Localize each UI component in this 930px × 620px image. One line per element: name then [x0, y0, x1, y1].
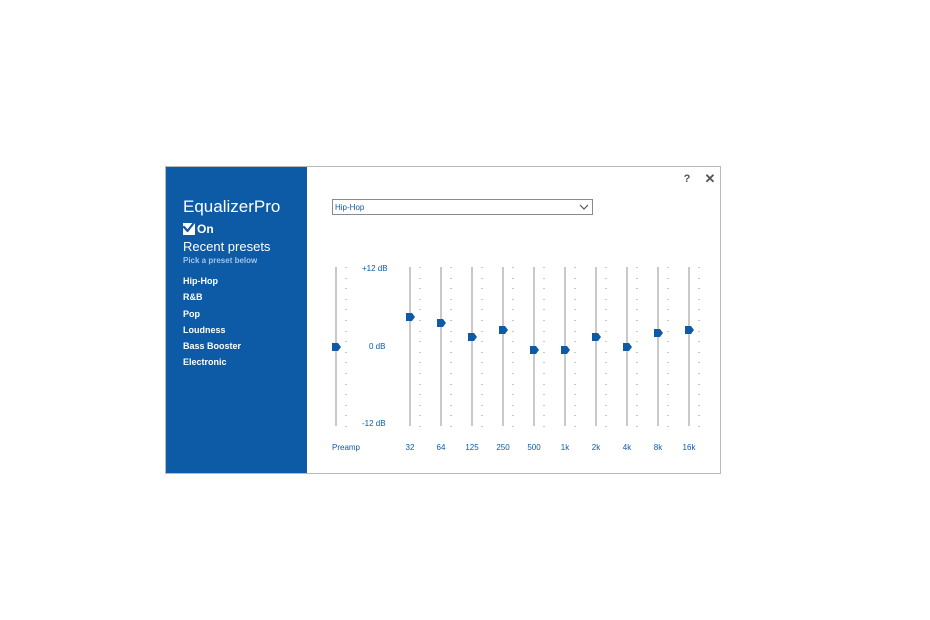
tick-mark [481, 352, 483, 353]
tick-mark [574, 352, 576, 353]
tick-mark [481, 320, 483, 321]
preset-item-pop[interactable]: Pop [183, 308, 200, 319]
tick-mark [419, 394, 421, 395]
preamp-slider-ticks [345, 267, 349, 426]
tick-mark [574, 278, 576, 279]
preset-item-electronic[interactable]: Electronic [183, 357, 227, 368]
tick-mark [512, 373, 514, 374]
tick-mark [698, 352, 700, 353]
preset-item-bass-booster[interactable]: Bass Booster [183, 341, 242, 352]
tick-mark [574, 384, 576, 385]
band-slider-64-thumb[interactable] [436, 318, 447, 328]
tick-mark [419, 415, 421, 416]
tick-mark [605, 362, 607, 363]
tick-mark [636, 384, 638, 385]
band-slider-125-ticks [481, 267, 485, 426]
tick-mark [667, 373, 669, 374]
band-slider-1k-ticks [574, 267, 578, 426]
tick-mark [481, 362, 483, 363]
tick-mark [345, 267, 347, 268]
equalizer-window [165, 166, 721, 474]
tick-mark [698, 384, 700, 385]
tick-mark [450, 362, 452, 363]
tick-mark [698, 426, 700, 427]
tick-mark [419, 278, 421, 279]
tick-mark [481, 426, 483, 427]
tick-mark [481, 373, 483, 374]
tick-mark [543, 278, 545, 279]
tick-mark [450, 278, 452, 279]
tick-mark [667, 426, 669, 427]
preamp-slider-thumb[interactable] [331, 342, 342, 352]
tick-mark [543, 341, 545, 342]
tick-mark [450, 426, 452, 427]
tick-mark [512, 341, 514, 342]
tick-mark [450, 320, 452, 321]
band-slider-8k-thumb[interactable] [653, 328, 664, 338]
band-slider-125-thumb[interactable] [467, 332, 478, 342]
tick-mark [450, 341, 452, 342]
tick-mark [574, 288, 576, 289]
tick-mark [605, 384, 607, 385]
close-button[interactable]: ✕ [704, 171, 716, 186]
tick-mark [481, 394, 483, 395]
band-slider-250-thumb[interactable] [498, 325, 509, 335]
band-slider-2k-thumb[interactable] [591, 332, 602, 342]
band-slider-250-track[interactable] [502, 267, 504, 426]
tick-mark [605, 278, 607, 279]
band-slider-2k-track[interactable] [595, 267, 597, 426]
tick-mark [543, 373, 545, 374]
band-slider-2k-ticks [605, 267, 609, 426]
tick-mark [636, 331, 638, 332]
tick-mark [605, 341, 607, 342]
tick-mark [512, 278, 514, 279]
help-button[interactable]: ? [683, 173, 691, 185]
tick-mark [512, 362, 514, 363]
band-slider-125-track[interactable] [471, 267, 473, 426]
band-slider-4k-label: 4k [622, 443, 632, 452]
tick-mark [574, 267, 576, 268]
tick-mark [636, 320, 638, 321]
tick-mark [481, 415, 483, 416]
tick-mark [450, 384, 452, 385]
tick-mark [698, 341, 700, 342]
tick-mark [698, 309, 700, 310]
tick-mark [667, 331, 669, 332]
tick-mark [419, 362, 421, 363]
tick-mark [481, 405, 483, 406]
tick-mark [450, 352, 452, 353]
tick-mark [481, 288, 483, 289]
tick-mark [605, 394, 607, 395]
band-slider-500-ticks [543, 267, 547, 426]
tick-mark [636, 405, 638, 406]
tick-mark [345, 278, 347, 279]
band-slider-4k-ticks [636, 267, 640, 426]
tick-mark [512, 384, 514, 385]
tick-mark [543, 352, 545, 353]
band-slider-1k-thumb[interactable] [560, 345, 571, 355]
tick-mark [345, 373, 347, 374]
tick-mark [419, 426, 421, 427]
tick-mark [450, 288, 452, 289]
tick-mark [419, 288, 421, 289]
tick-mark [605, 331, 607, 332]
tick-mark [667, 384, 669, 385]
tick-mark [512, 320, 514, 321]
tick-mark [667, 309, 669, 310]
tick-mark [543, 362, 545, 363]
tick-mark [698, 299, 700, 300]
tick-mark [636, 373, 638, 374]
tick-mark [419, 331, 421, 332]
tick-mark [481, 331, 483, 332]
tick-mark [419, 384, 421, 385]
band-slider-1k-label: 1k [560, 443, 570, 452]
tick-mark [481, 278, 483, 279]
band-slider-32-thumb[interactable] [405, 312, 416, 322]
tick-mark [698, 278, 700, 279]
tick-mark [636, 278, 638, 279]
tick-mark [543, 309, 545, 310]
tick-mark [543, 394, 545, 395]
band-slider-32-label: 32 [405, 443, 415, 452]
tick-mark [605, 299, 607, 300]
tick-mark [636, 362, 638, 363]
tick-mark [345, 384, 347, 385]
scale-mid-label: 0 dB [369, 342, 386, 351]
tick-mark [605, 352, 607, 353]
tick-mark [605, 415, 607, 416]
tick-mark [450, 299, 452, 300]
tick-mark [450, 373, 452, 374]
tick-mark [450, 415, 452, 416]
tick-mark [543, 288, 545, 289]
tick-mark [512, 267, 514, 268]
equalizer-panel [166, 167, 720, 473]
tick-mark [667, 267, 669, 268]
tick-mark [419, 405, 421, 406]
tick-mark [636, 309, 638, 310]
tick-mark [667, 299, 669, 300]
preset-item-r-and-b[interactable]: R&B [183, 292, 203, 303]
tick-mark [636, 426, 638, 427]
tick-mark [543, 415, 545, 416]
band-slider-64-ticks [450, 267, 454, 426]
tick-mark [667, 288, 669, 289]
tick-mark [543, 267, 545, 268]
tick-mark [698, 320, 700, 321]
tick-mark [574, 394, 576, 395]
tick-mark [636, 288, 638, 289]
tick-mark [574, 373, 576, 374]
band-slider-250-ticks [512, 267, 516, 426]
preset-item-loudness[interactable]: Loudness [183, 324, 226, 335]
tick-mark [605, 373, 607, 374]
tick-mark [667, 362, 669, 363]
tick-mark [574, 341, 576, 342]
band-slider-16k-thumb[interactable] [684, 325, 695, 335]
band-slider-16k-ticks [698, 267, 702, 426]
band-slider-16k-track[interactable] [688, 267, 690, 426]
band-slider-64-track[interactable] [440, 267, 442, 426]
tick-mark [667, 394, 669, 395]
band-slider-2k-label: 2k [591, 443, 601, 452]
band-slider-500-label: 500 [527, 443, 541, 452]
tick-mark [512, 288, 514, 289]
tick-mark [605, 426, 607, 427]
preset-item-hip-hop[interactable]: Hip-Hop [183, 276, 218, 286]
tick-mark [636, 394, 638, 395]
band-slider-250-label: 250 [496, 443, 510, 452]
tick-mark [543, 426, 545, 427]
band-slider-8k-label: 8k [653, 443, 663, 452]
tick-mark [574, 415, 576, 416]
tick-mark [698, 288, 700, 289]
tick-mark [667, 278, 669, 279]
tick-mark [345, 352, 347, 353]
tick-mark [450, 331, 452, 332]
preset-select-value: Hip-Hop [335, 202, 365, 212]
tick-mark [574, 320, 576, 321]
tick-mark [543, 299, 545, 300]
recent-presets-hint: Pick a preset below [183, 256, 258, 265]
recent-presets-heading: Recent presets [183, 239, 271, 254]
tick-mark [698, 362, 700, 363]
tick-mark [345, 426, 347, 427]
tick-mark [574, 299, 576, 300]
tick-mark [345, 331, 347, 332]
tick-mark [698, 267, 700, 268]
tick-mark [667, 415, 669, 416]
band-slider-4k-thumb[interactable] [622, 342, 633, 352]
tick-mark [667, 320, 669, 321]
tick-mark [512, 352, 514, 353]
band-slider-8k-track[interactable] [657, 267, 659, 426]
tick-mark [512, 331, 514, 332]
tick-mark [667, 405, 669, 406]
tick-mark [450, 394, 452, 395]
tick-mark [574, 405, 576, 406]
tick-mark [419, 299, 421, 300]
tick-mark [345, 341, 347, 342]
tick-mark [605, 309, 607, 310]
tick-mark [574, 362, 576, 363]
tick-mark [574, 426, 576, 427]
tick-mark [345, 299, 347, 300]
tick-mark [574, 309, 576, 310]
tick-mark [481, 309, 483, 310]
preamp-slider-label: Preamp [331, 443, 361, 452]
tick-mark [636, 415, 638, 416]
tick-mark [450, 309, 452, 310]
tick-mark [419, 267, 421, 268]
tick-mark [450, 405, 452, 406]
band-slider-125-label: 125 [465, 443, 479, 452]
band-slider-500-thumb[interactable] [529, 345, 540, 355]
tick-mark [636, 267, 638, 268]
tick-mark [419, 341, 421, 342]
scale-top-label: +12 dB [362, 264, 388, 273]
tick-mark [512, 299, 514, 300]
tick-mark [512, 394, 514, 395]
tick-mark [698, 373, 700, 374]
tick-mark [450, 267, 452, 268]
band-slider-64-label: 64 [436, 443, 446, 452]
tick-mark [698, 405, 700, 406]
tick-mark [481, 267, 483, 268]
tick-mark [419, 373, 421, 374]
tick-mark [543, 405, 545, 406]
tick-mark [543, 331, 545, 332]
tick-mark [419, 320, 421, 321]
tick-mark [481, 384, 483, 385]
band-slider-8k-ticks [667, 267, 671, 426]
tick-mark [345, 309, 347, 310]
tick-mark [636, 299, 638, 300]
tick-mark [698, 394, 700, 395]
tick-mark [636, 341, 638, 342]
tick-mark [543, 384, 545, 385]
tick-mark [636, 352, 638, 353]
tick-mark [605, 405, 607, 406]
tick-mark [605, 320, 607, 321]
power-label: On [197, 222, 214, 236]
tick-mark [481, 341, 483, 342]
tick-mark [543, 320, 545, 321]
tick-mark [698, 415, 700, 416]
tick-mark [345, 288, 347, 289]
tick-mark [481, 299, 483, 300]
app-title: EqualizerPro [183, 197, 281, 216]
tick-mark [345, 320, 347, 321]
tick-mark [667, 352, 669, 353]
tick-mark [512, 415, 514, 416]
tick-mark [345, 415, 347, 416]
tick-mark [419, 309, 421, 310]
band-slider-16k-label: 16k [682, 443, 696, 452]
tick-mark [512, 426, 514, 427]
band-slider-32-ticks [419, 267, 423, 426]
tick-mark [345, 405, 347, 406]
tick-mark [667, 341, 669, 342]
scale-bottom-label: -12 dB [362, 419, 386, 428]
tick-mark [512, 309, 514, 310]
tick-mark [698, 331, 700, 332]
tick-mark [345, 394, 347, 395]
tick-mark [605, 267, 607, 268]
tick-mark [574, 331, 576, 332]
tick-mark [605, 288, 607, 289]
tick-mark [345, 362, 347, 363]
tick-mark [512, 405, 514, 406]
band-slider-32-track[interactable] [409, 267, 411, 426]
tick-mark [419, 352, 421, 353]
